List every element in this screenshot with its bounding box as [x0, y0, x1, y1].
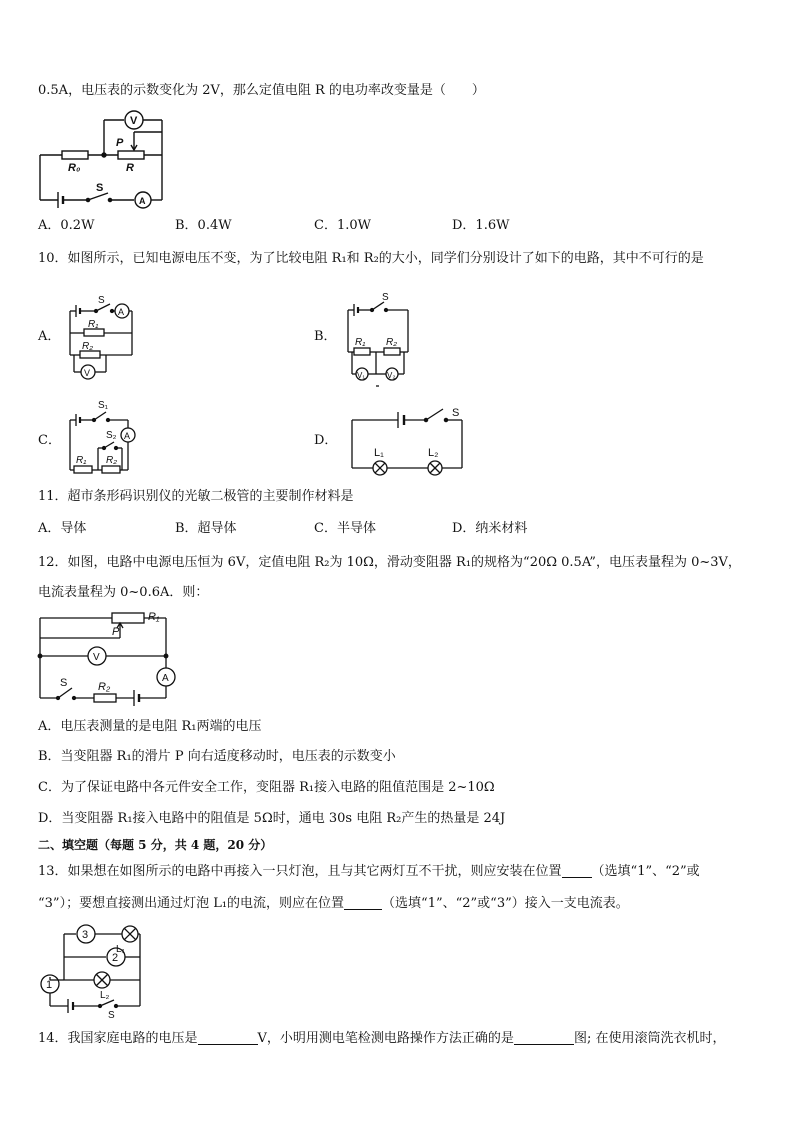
q9-r0-label: R₀ — [68, 162, 81, 174]
q12-voltmeter-label: V — [93, 652, 100, 663]
q12-r1-label: R₁ — [148, 611, 160, 623]
q13-line2 — [38, 895, 629, 913]
q13-line1-a: 13．如果想在如图所示的电路中再接入一只灯泡，且与其它两灯互不干扰，则应安装在位置 — [38, 864, 562, 879]
q9-option-d[interactable]: D．1.6W — [452, 218, 510, 233]
q10-circuit-c — [62, 398, 142, 478]
q13-circuit — [38, 922, 148, 1021]
q9-option-b[interactable]: B．0.4W — [175, 218, 232, 233]
q10c-s2-label: S₂ — [106, 430, 117, 441]
q14-part1: 14．我国家庭电路的电压是 — [38, 1031, 198, 1046]
q9-switch-label: S — [96, 182, 104, 194]
q13-blank-2[interactable] — [344, 895, 382, 910]
q9-option-a[interactable]: A．0.2W — [38, 218, 95, 233]
q12-slider-label: P — [112, 626, 120, 638]
q9-r-label: R — [126, 162, 134, 174]
q10d-l2-label: L₂ — [428, 447, 439, 459]
q13-position-3: 3 — [82, 929, 89, 941]
q14-blank-1[interactable] — [198, 1030, 258, 1045]
q10b-v2-label: V₂ — [387, 371, 396, 380]
q10a-voltmeter-label: V — [84, 368, 91, 378]
q14-part2: V，小明用测电笔检测电路操作方法正确的是 — [257, 1031, 514, 1046]
q9-voltmeter-label: V — [130, 115, 138, 127]
q13-line2-a: “3”）；要想直接测出通过灯泡 L₁的电流，则应在位置 — [38, 896, 345, 911]
q10-text: 10．如图所示，已知电源电压不变，为了比较电阻 R₁和 R₂的大小，同学们分别设计了如下的电路，其中不可行的是 — [38, 251, 704, 266]
q11-option-b[interactable]: B．超导体 — [175, 521, 237, 536]
q9-slider-label: P — [116, 137, 124, 149]
q10-option-b-letter[interactable]: B． — [314, 329, 337, 344]
q10d-switch-label: S — [452, 407, 460, 419]
q13-line1 — [38, 863, 700, 881]
q12-option-b[interactable]: B．当变阻器 R₁的滑片 P 向右适度移动时，电压表的示数变小 — [38, 749, 396, 764]
q9-option-c[interactable]: C．1.0W — [314, 218, 371, 233]
q13-line1-b: （选填“1”、“2”或 — [591, 864, 700, 879]
q11-option-d[interactable]: D．纳米材料 — [452, 521, 528, 536]
q10a-r1-label: R₁ — [88, 319, 99, 330]
q13-switch-label: S — [108, 1010, 115, 1021]
q14-blank-2[interactable] — [514, 1030, 574, 1045]
q10c-ammeter-label: A — [124, 431, 131, 441]
q12-ammeter-label: A — [162, 673, 169, 684]
q10c-r2-label: R₂ — [106, 455, 118, 466]
q10b-switch-label: S — [382, 292, 389, 303]
q14-part3: 图; 在使用滚筒洗衣机时， — [573, 1031, 726, 1046]
q13-position-1: 1 — [46, 979, 53, 991]
q12-circuit — [38, 606, 183, 706]
q13-position-2: 2 — [112, 952, 119, 964]
q12-switch-label: S — [60, 677, 68, 689]
q10c-r1-label: R₁ — [76, 455, 87, 466]
q11-text: 11．超市条形码识别仪的光敏二极管的主要制作材料是 — [38, 489, 354, 504]
q10b-v1-label: V₁ — [357, 371, 366, 380]
q10-circuit-d — [346, 400, 471, 475]
q12-option-c[interactable]: C．为了保证电路中各元件安全工作，变阻器 R₁接入电路的阻值范围是 2~10Ω — [38, 780, 495, 795]
q13-blank-1[interactable] — [562, 863, 592, 878]
q10-option-a-letter[interactable]: A． — [38, 329, 61, 344]
q12-text-line2: 电流表量程为 0~0.6A．则： — [38, 585, 209, 600]
q11-option-a[interactable]: A．导体 — [38, 521, 87, 536]
q9-circuit — [38, 108, 168, 208]
q13-line2-b: （选填“1”、“2”或“3”）接入一支电流表。 — [382, 896, 629, 911]
q10b-r2-label: R₂ — [386, 337, 398, 348]
q10c-s1-label: S₁ — [98, 400, 109, 411]
q9-ammeter-label: A — [139, 196, 146, 206]
q14-line — [38, 1030, 725, 1048]
q10a-ammeter-label: A — [118, 307, 125, 317]
q10-circuit-a — [62, 295, 142, 383]
q12-option-a[interactable]: A．电压表测量的是电阻 R₁两端的电压 — [38, 719, 262, 734]
q10-option-d-letter[interactable]: D． — [314, 433, 338, 448]
q12-r2-label: R₂ — [98, 681, 111, 693]
q12-text-line1: 12．如图，电路中电源电压恒为 6V，定值电阻 R₂为 10Ω，滑动变阻器 R₁的规格为“20Ω 0.5A”，电压表量程为 0~3V， — [38, 555, 741, 570]
q12-option-d[interactable]: D．当变阻器 R₁接入电路中的阻值是 5Ω时，通电 30s 电阻 R₂产生的热量是 24J — [38, 811, 506, 826]
q10a-switch-label: S — [98, 295, 105, 306]
q13-l1-label: L₁ — [116, 944, 125, 955]
q13-l2-label: L₂ — [100, 990, 110, 1001]
q10a-r2-label: R₂ — [82, 341, 94, 352]
q10b-r1-label: R₁ — [355, 337, 366, 348]
q10d-l1-label: L₁ — [374, 447, 384, 459]
q10-option-c-letter[interactable]: C． — [38, 433, 61, 448]
q10-circuit-b — [338, 290, 418, 390]
q9-text: 0.5A，电压表的示数变化为 2V，那么定值电阻 R 的电功率改变量是（ ） — [38, 83, 485, 98]
q11-option-c[interactable]: C．半导体 — [314, 521, 376, 536]
section2-heading: 二、填空题（每题 5 分，共 4 题，20 分） — [38, 838, 273, 852]
